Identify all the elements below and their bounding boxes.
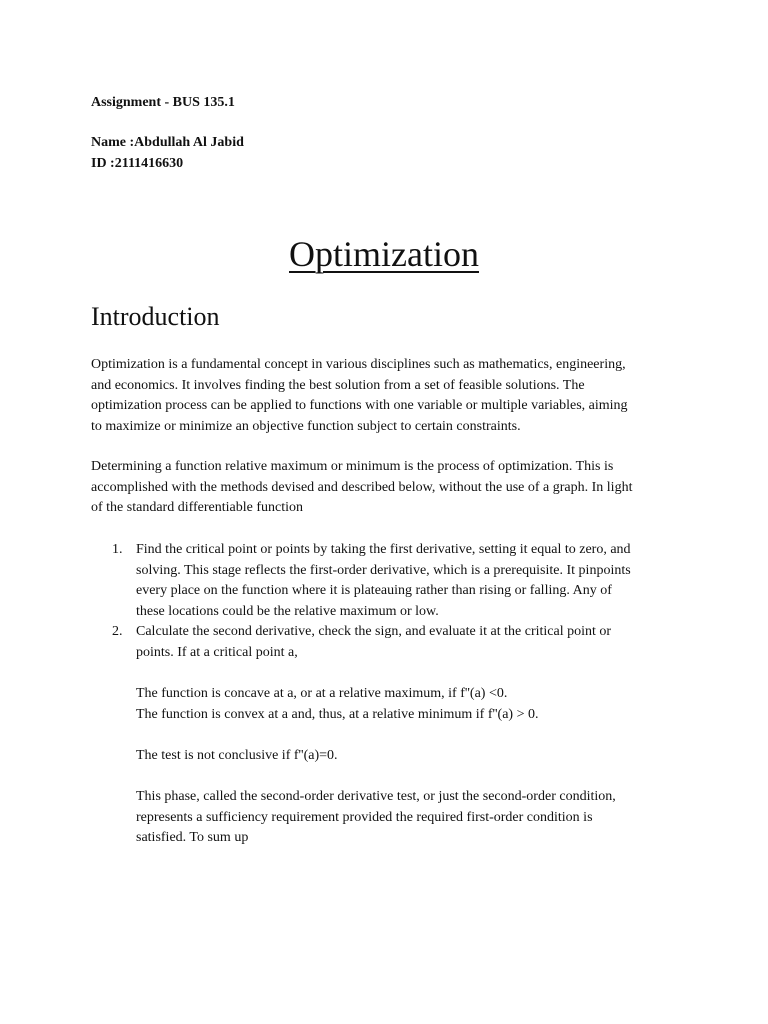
list-item-line: Find the critical point or points by taking the first derivative, setting it equal to zero, and	[136, 542, 631, 557]
list-item-line: Calculate the second derivative, check the sign, and evaluate it at the critical point or	[136, 624, 612, 639]
concave-condition: The function is concave at a, or at a relative maximum, if f''(a) <0.	[136, 686, 508, 701]
list-item-1	[136, 540, 631, 623]
paragraph-line: satisfied. To sum up	[136, 830, 249, 846]
list-item-2	[136, 622, 611, 663]
intro-paragraph-2	[91, 457, 681, 519]
list-item-line: points. If at a critical point a,	[136, 644, 298, 660]
paragraph-line: optimization process can be applied to functions with one variable or multiple variables, aiming	[91, 398, 628, 414]
paragraph-line: This phase, called the second-order derivative test, or just the second-order condition,	[136, 789, 616, 804]
list-number-1: 1.	[112, 542, 123, 557]
convex-condition: The function is convex at a and, thus, at a relative minimum if f''(a) > 0.	[136, 706, 539, 722]
paragraph-line: accomplished with the methods devised and described below, without the use of a graph. In light	[91, 479, 633, 495]
student-name: Name :Abdullah Al Jabid	[91, 135, 244, 150]
second-order-phase-paragraph	[136, 787, 616, 849]
list-item-line: solving. This stage reflects the first-order derivative, which is a prerequisite. It pinpoints	[136, 562, 631, 578]
concavity-conditions	[136, 684, 539, 725]
list-item-line: these locations could be the relative maximum or low.	[136, 604, 439, 620]
paragraph-line: of the standard differentiable function	[91, 500, 303, 516]
paragraph-line: Determining a function relative maximum or minimum is the process of optimization. This is	[91, 459, 614, 474]
inconclusive-condition: The test is not conclusive if f''(a)=0.	[136, 748, 338, 763]
paragraph-line: represents a sufficiency requirement provided the required first-order condition is	[136, 809, 593, 825]
section-heading-introduction: Introduction	[91, 302, 220, 331]
list-number-2: 2.	[112, 624, 123, 639]
paragraph-line: to maximize or minimize an objective function subject to certain constraints.	[91, 419, 521, 435]
list-item-line: every place on the function where it is plateauing rather than rising or falling. Any of	[136, 583, 612, 599]
paragraph-line: and economics. It involves finding the best solution from a set of feasible solutions. The	[91, 377, 585, 393]
student-id: ID :2111416630	[91, 156, 184, 171]
paragraph-line: Optimization is a fundamental concept in various disciplines such as mathematics, engineering,	[91, 357, 626, 372]
assignment-label: Assignment - BUS 135.1	[91, 95, 235, 110]
document-title: Optimization	[289, 234, 479, 274]
intro-paragraph-1	[91, 355, 681, 438]
